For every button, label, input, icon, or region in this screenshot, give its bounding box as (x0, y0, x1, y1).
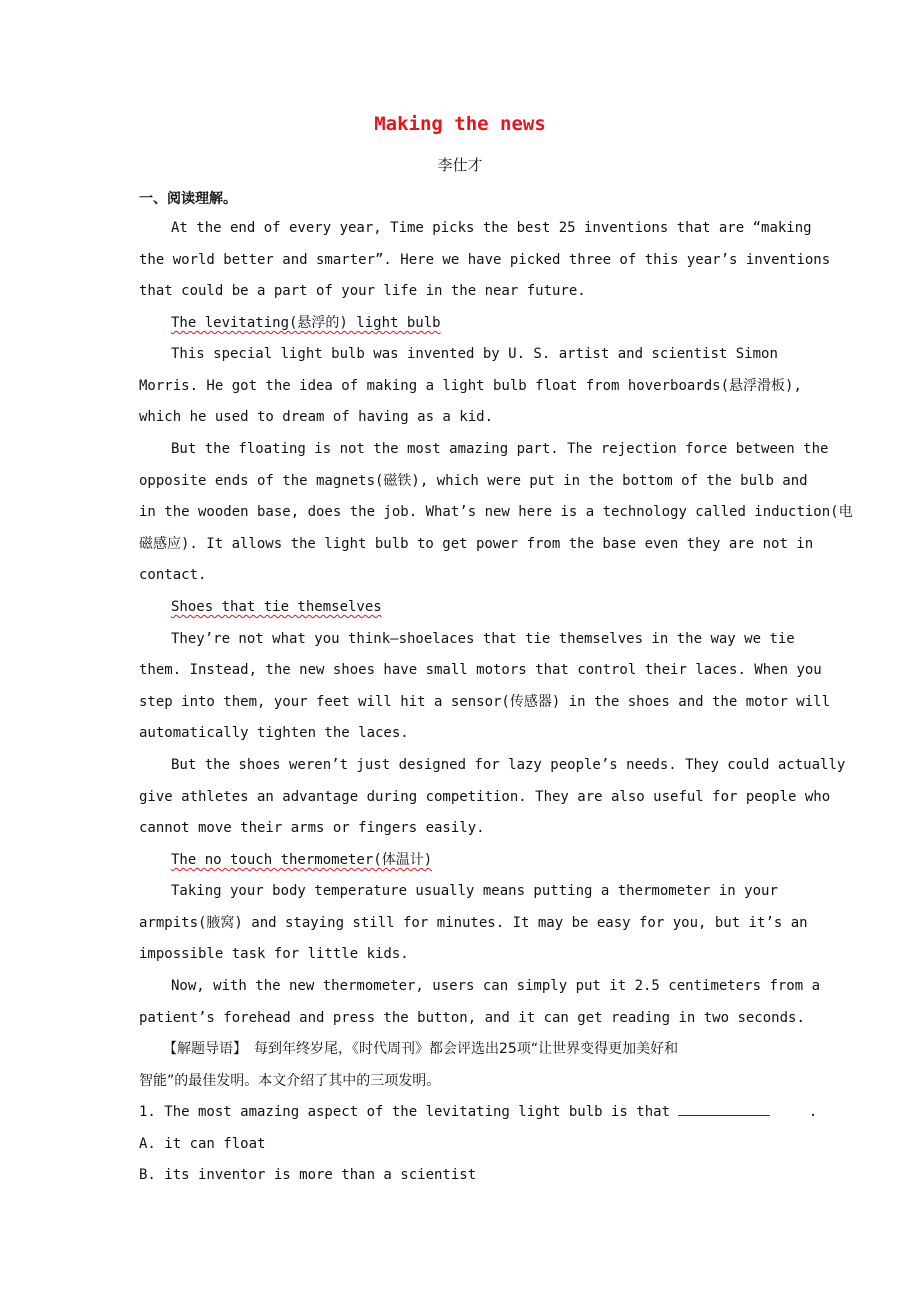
guide-line: 智能”的最佳发明。本文介绍了其中的三项发明。 (139, 1073, 441, 1089)
subheading-thermometer: The no touch thermometer(体温计) (171, 852, 433, 868)
paragraph-line: But the floating is not the most amazing part. The rejection force between the (171, 441, 829, 457)
subheading-light-bulb: The levitating(悬浮的) light bulb (171, 315, 441, 331)
paragraph-line: Taking your body temperature usually means putting a thermometer in your (171, 883, 778, 899)
answer-blank (678, 1103, 770, 1116)
paragraph-line: They’re not what you think—shoelaces that tie themselves in the way we tie (171, 631, 795, 647)
author-name: 李仕才 (437, 156, 483, 174)
question-1 (139, 1103, 817, 1121)
paragraph-line: Morris. He got the idea of making a light bulb float from hoverboards(悬浮滑板), (139, 378, 802, 394)
guide-line: 【解题导语】 每到年终岁尾，《时代周刊》都会评选出25项“让世界变得更加美好和 (163, 1041, 679, 1057)
paragraph-line: cannot move their arms or fingers easily. (139, 820, 485, 836)
intro-line: the world better and smarter”. Here we have picked three of this year’s inventions (139, 252, 831, 268)
paragraph-line: This special light bulb was invented by U. S. artist and scientist Simon (171, 346, 778, 362)
paragraph-line: impossible task for little kids. (139, 946, 409, 962)
paragraph-line: Now, with the new thermometer, users can simply put it 2.5 centimeters from a (171, 978, 821, 994)
option-a: A. it can float (139, 1136, 266, 1152)
paragraph-line: step into them, your feet will hit a sensor(传感器) in the shoes and the motor will (139, 694, 831, 710)
question-1-text: 1. The most amazing aspect of the levitating light bulb is that (139, 1104, 671, 1120)
paragraph-line: in the wooden base, does the job. What’s new here is a technology called induction(电 (139, 504, 853, 520)
paragraph-line: opposite ends of the magnets(磁铁), which were put in the bottom of the bulb and (139, 473, 808, 489)
paragraph-line: which he used to dream of having as a kid. (139, 409, 494, 425)
paragraph-line: them. Instead, the new shoes have small motors that control their laces. When you (139, 662, 822, 678)
paragraph-line: armpits(腋窝) and staying still for minutes. It may be easy for you, but it’s an (139, 915, 808, 931)
intro-line: that could be a part of your life in the near future. (139, 283, 586, 299)
option-b: B. its inventor is more than a scientist (139, 1167, 477, 1183)
paragraph-line: automatically tighten the laces. (139, 725, 409, 741)
subheading-shoes: Shoes that tie themselves (171, 599, 382, 615)
paragraph-line: give athletes an advantage during competition. They are also useful for people who (139, 789, 831, 805)
paragraph-line: 磁感应). It allows the light bulb to get power from the base even they are not in (139, 536, 814, 552)
paragraph-line: But the shoes weren’t just designed for lazy people’s needs. They could actually (171, 757, 846, 773)
paragraph-line: patient’s forehead and press the button, and it can get reading in two seconds. (139, 1010, 805, 1026)
document-title: Making the news (374, 113, 546, 135)
question-1-end: . (808, 1104, 818, 1120)
section-heading: 一、阅读理解。 (139, 191, 237, 207)
paragraph-line: contact. (139, 567, 207, 583)
intro-line: At the end of every year, Time picks the best 25 inventions that are “making (171, 220, 812, 236)
